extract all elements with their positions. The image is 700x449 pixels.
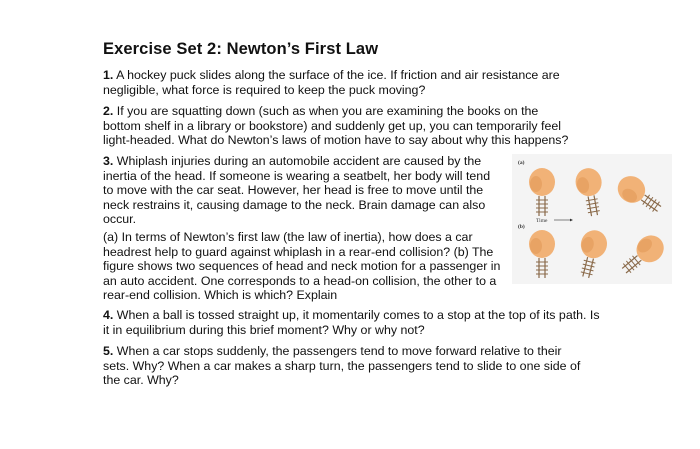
question-text: (a) In terms of Newton’s first law (the law of inertia), how does a car headrest help to guard against whiplash in a rear-end collision? (b) The figure shows two sequences of head and neck motion for a passenger in an auto accident. One corresponds to a head-on collision, the other to a rear-end collision. Which is which? Explain (103, 230, 501, 303)
question-text: If you are squatting down (such as when you are examining the books on the bottom shelf in a library or bookstore) and suddenly get up, you can temporarily feel light-headed. What do Newton’s laws of motion have to say about why this happens? (103, 104, 569, 148)
question-number: 3. (103, 154, 114, 168)
question-number: 4. (103, 308, 114, 322)
label-b: (b) (518, 224, 525, 230)
label-a: (a) (518, 160, 525, 166)
question-1 (103, 68, 583, 97)
question-3 (103, 154, 498, 227)
question-text: When a ball is tossed straight up, it momentarily comes to a stop at the top of its path. Is it in equilibrium during this brief moment? Why or why not? (103, 308, 600, 337)
question-4 (103, 308, 603, 337)
question-number: 5. (103, 344, 114, 358)
whiplash-illustration (512, 154, 672, 284)
whiplash-figure (512, 154, 672, 284)
question-number: 2. (103, 104, 114, 118)
question-text: A hockey puck slides along the surface of the ice. If friction and air resistance are negligible, what force is required to keep the puck moving? (103, 68, 560, 97)
time-label: Time (536, 218, 548, 224)
question-text: When a car stops suddenly, the passengers tend to move forward relative to their sets. Why? When a car makes a sharp turn, the passengers tend to slide to one side of the car. Why? (103, 344, 581, 388)
question-3-parts (103, 230, 513, 303)
question-5 (103, 344, 583, 388)
question-text: Whiplash injuries during an automobile accident are caused by the inertia of the head. If someone is wearing a seatbelt, her body will tend to move with the car seat. However, her head is free to move until the neck restrains it, causing damage to the neck. Brain damage can also occur. (103, 154, 491, 227)
question-2 (103, 104, 573, 148)
page-title: Exercise Set 2: Newton’s First Law (103, 40, 379, 58)
question-number: 1. (103, 68, 114, 82)
